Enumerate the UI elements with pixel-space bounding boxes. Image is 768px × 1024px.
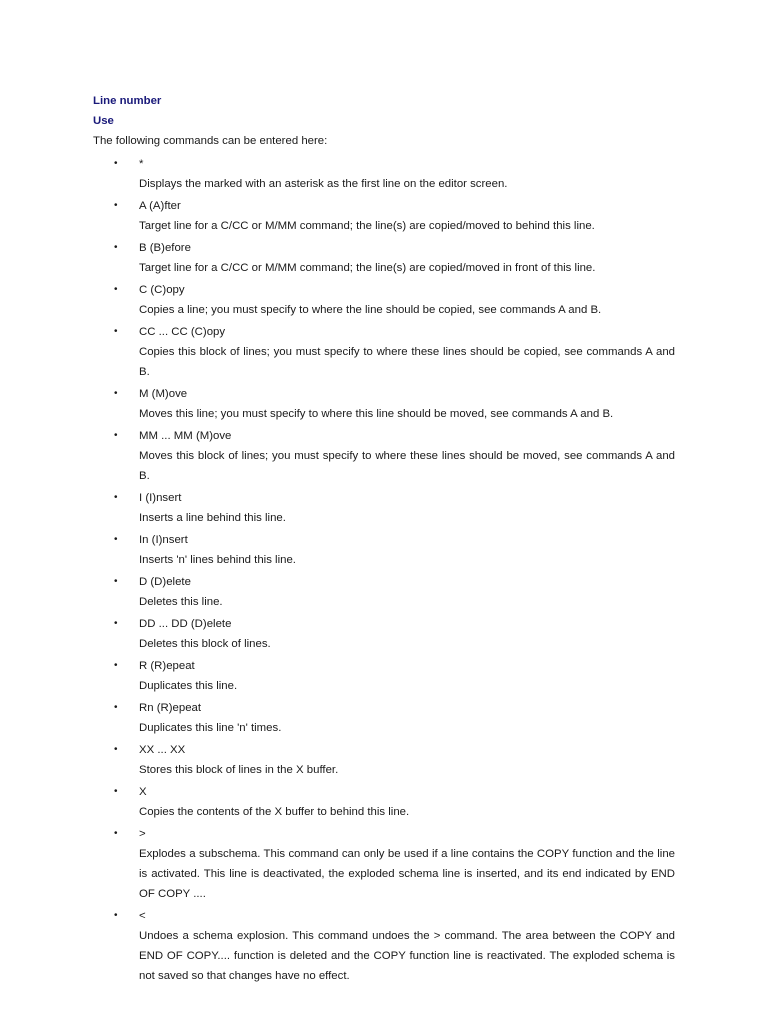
- list-item: [93, 906, 675, 986]
- list-item: [93, 154, 675, 194]
- bullet-icon: •: [114, 534, 118, 545]
- command-description: Deletes this line.: [139, 596, 223, 608]
- command-description: Duplicates this line 'n' times.: [139, 722, 282, 734]
- list-item: [93, 238, 675, 278]
- list-item: [93, 280, 675, 320]
- list-item: [93, 426, 675, 486]
- bullet-icon: •: [114, 618, 118, 629]
- list-item: [93, 488, 675, 528]
- list-item: [93, 614, 675, 654]
- command-name: Rn (R)epeat: [139, 702, 202, 714]
- bullet-icon: •: [114, 660, 118, 671]
- bullet-icon: •: [114, 576, 118, 587]
- bullet-icon: •: [114, 492, 118, 503]
- command-description: Copies this block of lines; you must specify to where these lines should be copied, see commands A and B.: [139, 346, 675, 378]
- command-description: Explodes a subschema. This command can only be used if a line contains the COPY function and the line is activated. This line is deactivated, the exploded schema line is inserted, and its end indicated by END OF COPY ....: [139, 848, 675, 900]
- list-item: [93, 322, 675, 382]
- command-name: CC ... CC (C)opy: [139, 326, 226, 338]
- command-name: DD ... DD (D)elete: [139, 618, 232, 630]
- command-description: Stores this block of lines in the X buffer.: [139, 764, 339, 776]
- command-name: XX ... XX: [139, 744, 186, 756]
- command-name: A (A)fter: [139, 200, 181, 212]
- command-list: [93, 154, 675, 986]
- bullet-icon: •: [114, 828, 118, 839]
- command-name: >: [139, 828, 146, 840]
- command-name: B (B)efore: [139, 242, 191, 254]
- command-description: Inserts 'n' lines behind this line.: [139, 554, 296, 566]
- list-item: [93, 824, 675, 904]
- bullet-icon: •: [114, 744, 118, 755]
- bullet-icon: •: [114, 242, 118, 253]
- command-description: Undoes a schema explosion. This command undoes the > command. The area between the COPY and END OF COPY.... function is deleted and the COPY function line is reactivated. The exploded schema is not saved so that changes have no effect.: [139, 930, 675, 982]
- command-description: Displays the marked with an asterisk as the first line on the editor screen.: [139, 178, 508, 190]
- command-description: Moves this block of lines; you must specify to where these lines should be moved, see commands A and B.: [139, 450, 675, 482]
- list-item: [93, 740, 675, 780]
- command-name: C (C)opy: [139, 284, 185, 296]
- command-name: I (I)nsert: [139, 492, 182, 504]
- bullet-icon: •: [114, 702, 118, 713]
- command-name: <: [139, 910, 146, 922]
- command-name: MM ... MM (M)ove: [139, 430, 232, 442]
- bullet-icon: •: [114, 200, 118, 211]
- list-item: [93, 196, 675, 236]
- command-name: X: [139, 786, 147, 798]
- bullet-icon: •: [114, 430, 118, 441]
- bullet-icon: •: [114, 158, 118, 169]
- bullet-icon: •: [114, 786, 118, 797]
- subheading: Use: [93, 115, 114, 127]
- command-name: M (M)ove: [139, 388, 188, 400]
- bullet-icon: •: [114, 388, 118, 399]
- bullet-icon: •: [114, 284, 118, 295]
- command-name: D (D)elete: [139, 576, 191, 588]
- list-item: [93, 656, 675, 696]
- command-description: Duplicates this line.: [139, 680, 238, 692]
- intro-text: The following commands can be entered here:: [93, 135, 328, 147]
- bullet-icon: •: [114, 326, 118, 337]
- command-name: *: [139, 158, 144, 170]
- list-item: [93, 384, 675, 424]
- bullet-icon: •: [114, 910, 118, 921]
- list-item: [93, 782, 675, 822]
- list-item: [93, 530, 675, 570]
- command-description: Copies the contents of the X buffer to behind this line.: [139, 806, 410, 818]
- command-description: Copies a line; you must specify to where the line should be copied, see commands A and B.: [139, 304, 602, 316]
- command-description: Deletes this block of lines.: [139, 638, 271, 650]
- section-title: Line number: [93, 95, 162, 107]
- command-description: Moves this line; you must specify to where this line should be moved, see commands A and B.: [139, 408, 614, 420]
- document-page: [93, 91, 675, 988]
- command-description: Target line for a C/CC or M/MM command; the line(s) are copied/moved to behind this line.: [139, 220, 595, 232]
- command-name: R (R)epeat: [139, 660, 195, 672]
- command-description: Inserts a line behind this line.: [139, 512, 286, 524]
- list-item: [93, 572, 675, 612]
- command-description: Target line for a C/CC or M/MM command; the line(s) are copied/moved in front of this line.: [139, 262, 596, 274]
- command-name: In (I)nsert: [139, 534, 188, 546]
- list-item: [93, 698, 675, 738]
